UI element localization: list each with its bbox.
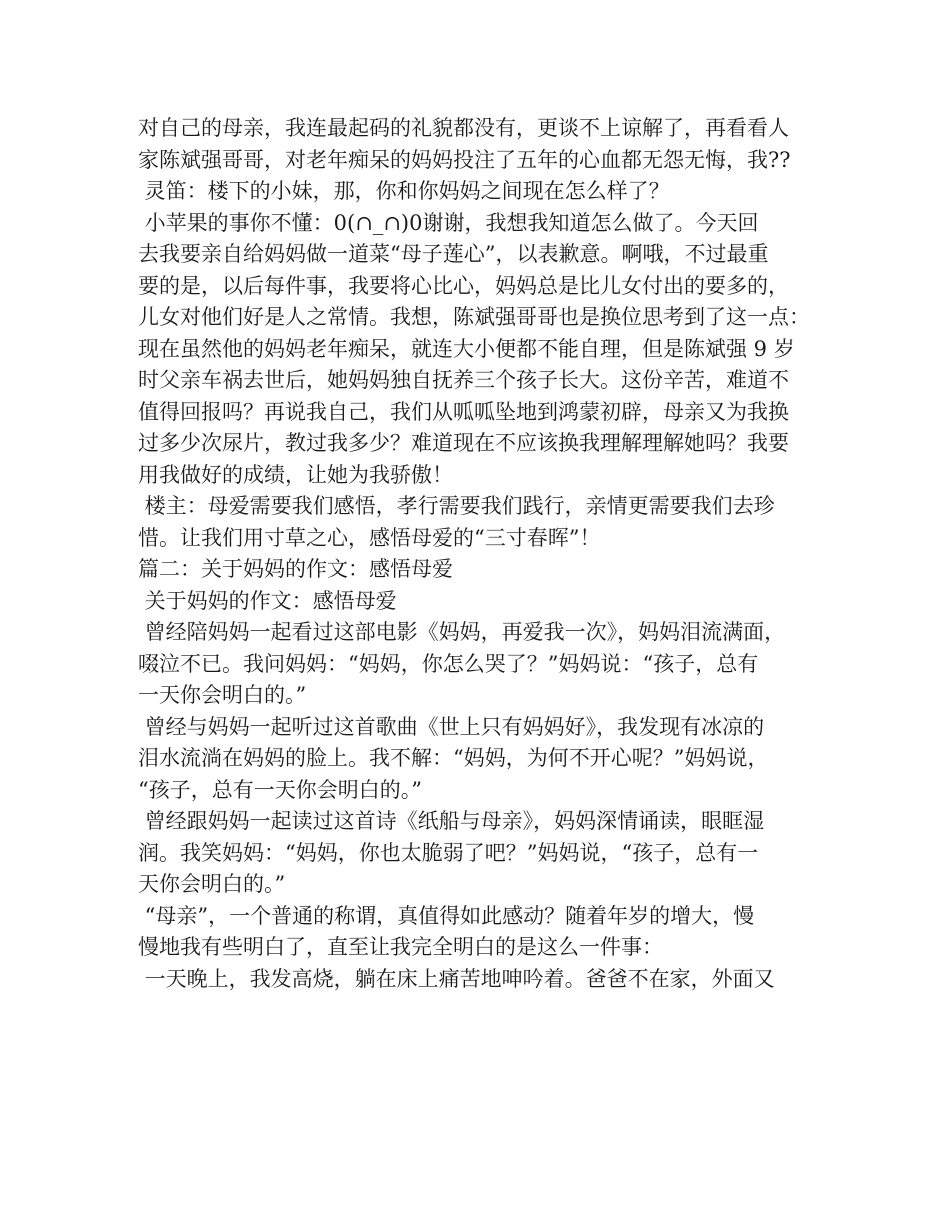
text-line: 家陈斌强哥哥，对老年痴呆的妈妈投注了五年的心血都无怨无悔，我?? <box>138 147 791 172</box>
text-line: 天你会明白的。” <box>138 872 286 896</box>
text-line: 曾经与妈妈一起听过这首歌曲《世上只有妈妈好》，我发现有冰凉的 <box>138 714 765 739</box>
text-line: 时父亲车祸去世后，她妈妈独自抚养三个孩子长大。这份辛苦，难道不 <box>138 368 789 392</box>
text-line: 惜。让我们用寸草之心，感悟母爱的“三寸春晖”！ <box>138 525 601 550</box>
text-line: 对自己的母亲，我连最起码的礼貌都没有，更谈不上谅解了，再看看人 <box>138 116 789 140</box>
text-line: 楼主：母爱需要我们感悟，孝行需要我们践行，亲情更需要我们去珍 <box>138 494 775 518</box>
text-line: “母亲”，一个普通的称谓，真值得如此感动？随着年岁的增大，慢 <box>138 903 755 928</box>
text-line: “孩子，总有一天你会明白的。” <box>138 777 422 802</box>
text-line: 曾经陪妈妈一起看过这部电影《妈妈，再爱我一次》，妈妈泪流满面， <box>138 620 786 644</box>
text-line: 泪水流淌在妈妈的脸上。我不解：“妈妈，为何不开心呢？”妈妈说， <box>138 746 769 770</box>
text-line: 一天晚上，我发高烧，躺在床上痛苦地呻吟着。爸爸不在家，外面又 <box>138 966 775 991</box>
text-line: 儿女对他们好是人之常情。我想，陈斌强哥哥也是换位思考到了这一点： <box>138 305 810 329</box>
text-line: 用我做好的成绩，让她为我骄傲！ <box>138 462 453 487</box>
text-line: 润。我笑妈妈：“妈妈，你也太脆弱了吧？”妈妈说，“孩子，总有一 <box>138 840 759 865</box>
text-line: 过多少次尿片，教过我多少？难道现在不应该换我理解理解她吗？我要 <box>138 431 789 455</box>
article-title: 关于妈妈的作文：感悟母爱 <box>138 588 397 613</box>
text-line: 一天你会明白的。” <box>138 683 307 707</box>
text-line: 现在虽然他的妈妈老年痴呆，就连大小便都不能自理，但是陈斌强 9 岁 <box>138 336 795 361</box>
text-line: 慢地我有些明白了，直至让我完全明白的是这么一件事： <box>138 935 663 959</box>
text-line: 啜泣不已。我问妈妈：“妈妈，你怎么哭了？”妈妈说：“孩子，总有 <box>138 651 759 676</box>
text-line: 灵笛：楼下的小妹，那，你和你妈妈之间现在怎么样了？ <box>138 179 670 203</box>
section-heading: 篇二：关于妈妈的作文：感悟母爱 <box>138 557 453 581</box>
text-line: 曾经跟妈妈一起读过这首诗《纸船与母亲》，妈妈深情诵读，眼眶湿 <box>138 809 765 833</box>
text-line: 小苹果的事你不懂：0(∩_∩)0谢谢，我想我知道怎么做了。今天回 <box>138 210 759 235</box>
text-line: 要的是，以后每件事，我要将心比心，妈妈总是比儿女付出的要多的， <box>138 273 789 298</box>
text-line: 去我要亲自给妈妈做一道菜“母子莲心”，以表歉意。啊哦，不过最重 <box>138 242 769 266</box>
document-page <box>138 113 828 995</box>
text-line: 值得回报吗？再说我自己，我们从呱呱坠地到鸿蒙初辟，母亲又为我换 <box>138 399 789 424</box>
